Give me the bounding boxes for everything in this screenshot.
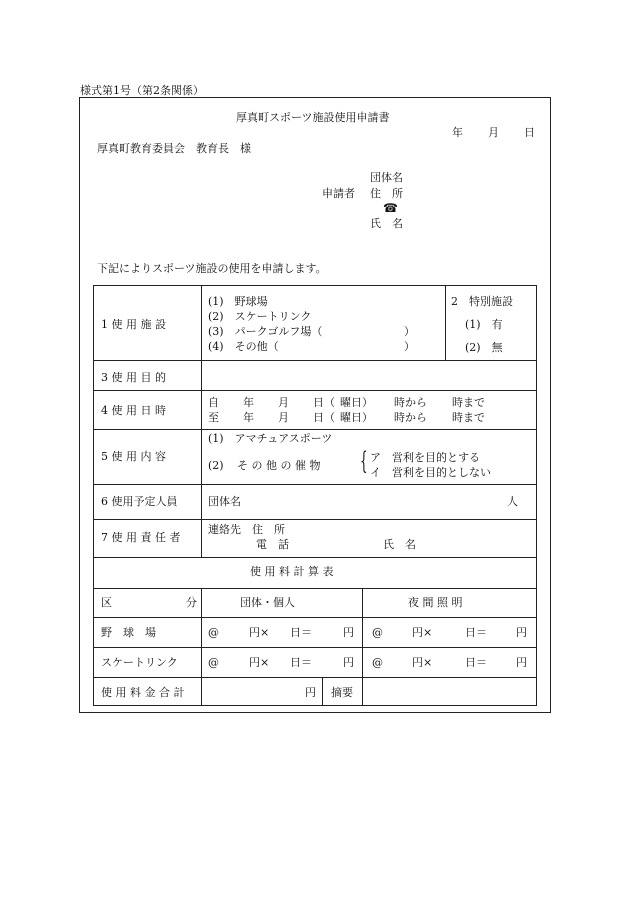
fee-row-skating-group-yen: 円	[343, 656, 354, 669]
applicant-label: 申請者	[322, 187, 355, 200]
fee-row-skating-night-yen-times: 円×	[412, 656, 433, 669]
datetime-from-weekday: 曜日）	[340, 396, 373, 409]
content-event-label: そ の 他 の 催 物	[237, 459, 321, 472]
fee-row-skating-night-yen: 円	[516, 656, 527, 669]
applicant-address-label: 住 所	[370, 187, 403, 200]
fee-header-group: 団体・個人	[240, 596, 295, 609]
facility-option-other: (4) その他（	[208, 340, 279, 353]
purpose-label: 3 使 用 目 的	[101, 371, 166, 384]
content-nonprofit: イ 営利を目的としない	[370, 466, 491, 479]
datetime-from-day: 日（	[313, 396, 335, 409]
fee-row-baseball-night-yen: 円	[516, 626, 527, 639]
responsible-label: 7 使 用 責 任 者	[101, 531, 181, 544]
headcount-label: 6 使用予定人員	[101, 495, 178, 508]
fee-total-yen: 円	[305, 686, 316, 699]
content-label: 5 使 用 内 容	[101, 450, 166, 463]
datetime-to-year: 年	[243, 411, 254, 424]
datetime-from-year: 年	[243, 396, 254, 409]
parkgolf-close-paren: ）	[404, 325, 415, 338]
datetime-to-month: 月	[278, 411, 289, 424]
facility-label: 1 使 用 施 設	[101, 318, 166, 331]
fee-row-baseball-group-at: @	[208, 626, 219, 639]
datetime-from-time: 時から	[394, 396, 427, 409]
fee-row-skating-night-day-eq: 日＝	[465, 656, 487, 669]
fee-row-baseball-group-day-eq: 日＝	[290, 626, 312, 639]
special-facility-no: (2) 無	[465, 341, 503, 354]
responsible-name: 氏 名	[383, 538, 416, 551]
content-amateur: (1) アマチュアスポーツ	[208, 432, 333, 445]
fee-row-skating-group-yen-times: 円×	[249, 656, 270, 669]
fee-row-baseball-night-at: @	[372, 626, 383, 639]
datetime-label: 4 使 用 日 時	[101, 404, 166, 417]
special-facility-label: 2 特別施設	[451, 295, 513, 308]
phone-icon: ☎	[383, 201, 398, 215]
fee-row-skating-night-at: @	[372, 656, 383, 669]
datetime-to-day: 日（	[313, 411, 335, 424]
datetime-from-month: 月	[278, 396, 289, 409]
datetime-to-until: 時まで	[452, 411, 485, 424]
fee-total-remarks-label: 摘要	[331, 686, 353, 699]
date-day-label: 日	[524, 126, 535, 139]
responsible-phone: 電 話	[256, 538, 289, 551]
fee-header-category-end: 分	[186, 596, 197, 609]
fee-header-night: 夜 間 照 明	[408, 596, 463, 609]
applicant-name-label: 氏 名	[370, 217, 403, 230]
other-close-paren: ）	[404, 340, 415, 353]
facility-option-skating: (2) スケートリンク	[208, 310, 312, 323]
fee-row-baseball-group-yen: 円	[343, 626, 354, 639]
fee-row-baseball-group-yen-times: 円×	[249, 626, 270, 639]
content-brace: {	[360, 447, 368, 475]
applicant-org-label: 団体名	[370, 171, 403, 184]
fee-row-skating-group-day-eq: 日＝	[290, 656, 312, 669]
datetime-from-prefix: 自	[208, 396, 219, 409]
datetime-to-weekday: 曜日）	[340, 411, 373, 424]
responsible-contact-address: 連絡先 住 所	[208, 523, 285, 536]
datetime-to-time: 時から	[394, 411, 427, 424]
intro-text: 下記によりスポーツ施設の使用を申請します。	[97, 262, 327, 275]
form-title: 厚真町スポーツ施設使用申請書	[236, 111, 390, 124]
fee-row-skating-group-at: @	[208, 656, 219, 669]
fee-row-baseball-night-day-eq: 日＝	[465, 626, 487, 639]
facility-option-baseball: (1) 野球場	[208, 295, 268, 308]
headcount-org-label: 団体名	[208, 495, 241, 508]
date-month-label: 月	[488, 126, 499, 139]
form-number: 様式第1号（第2条関係）	[80, 84, 204, 97]
fee-row-baseball-night-yen-times: 円×	[412, 626, 433, 639]
fee-header-category: 区	[101, 596, 112, 609]
content-profit: ア 営利を目的とする	[370, 451, 480, 464]
headcount-unit: 人	[507, 495, 518, 508]
special-facility-yes: (1) 有	[465, 318, 503, 331]
fee-total-label: 使 用 料 金 合 計	[101, 686, 185, 699]
facility-option-parkgolf: (3) パークゴルフ場（	[208, 325, 323, 338]
content-event-number: (2)	[208, 459, 224, 472]
datetime-from-until: 時まで	[452, 396, 485, 409]
date-year-label: 年	[452, 126, 463, 139]
fee-table-title: 使 用 料 計 算 表	[250, 565, 334, 578]
addressee: 厚真町教育委員会 教育長 様	[97, 142, 251, 155]
fee-row-baseball-label: 野 球 場	[101, 626, 156, 639]
fee-row-skating-label: スケートリンク	[101, 656, 178, 669]
datetime-to-prefix: 至	[208, 411, 219, 424]
